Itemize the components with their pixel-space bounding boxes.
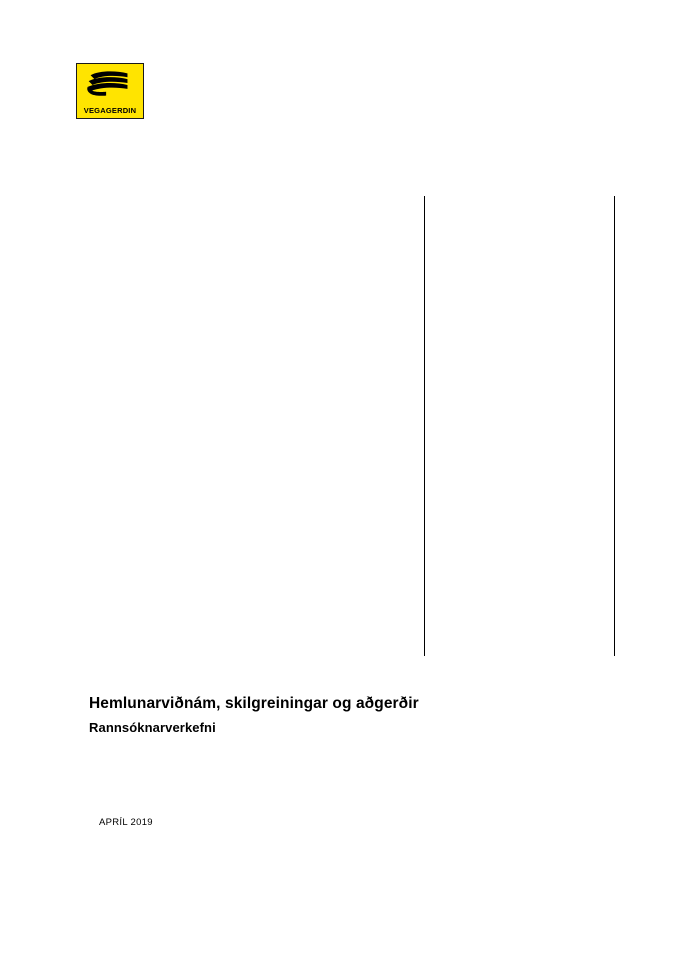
vertical-rule-right	[614, 196, 615, 656]
document-date: APRÍL 2019	[99, 817, 153, 828]
document-subtitle: Rannsóknarverkefni	[89, 720, 216, 735]
vertical-rule-left	[424, 196, 425, 656]
document-title: Hemlunarviðnám, skilgreiningar og aðgerðir	[89, 695, 419, 712]
title-block	[89, 695, 609, 735]
vegagerdin-logo	[76, 63, 144, 119]
logo-wordmark: VEGAGERDIN	[83, 106, 137, 115]
road-swoosh-icon	[77, 68, 143, 100]
